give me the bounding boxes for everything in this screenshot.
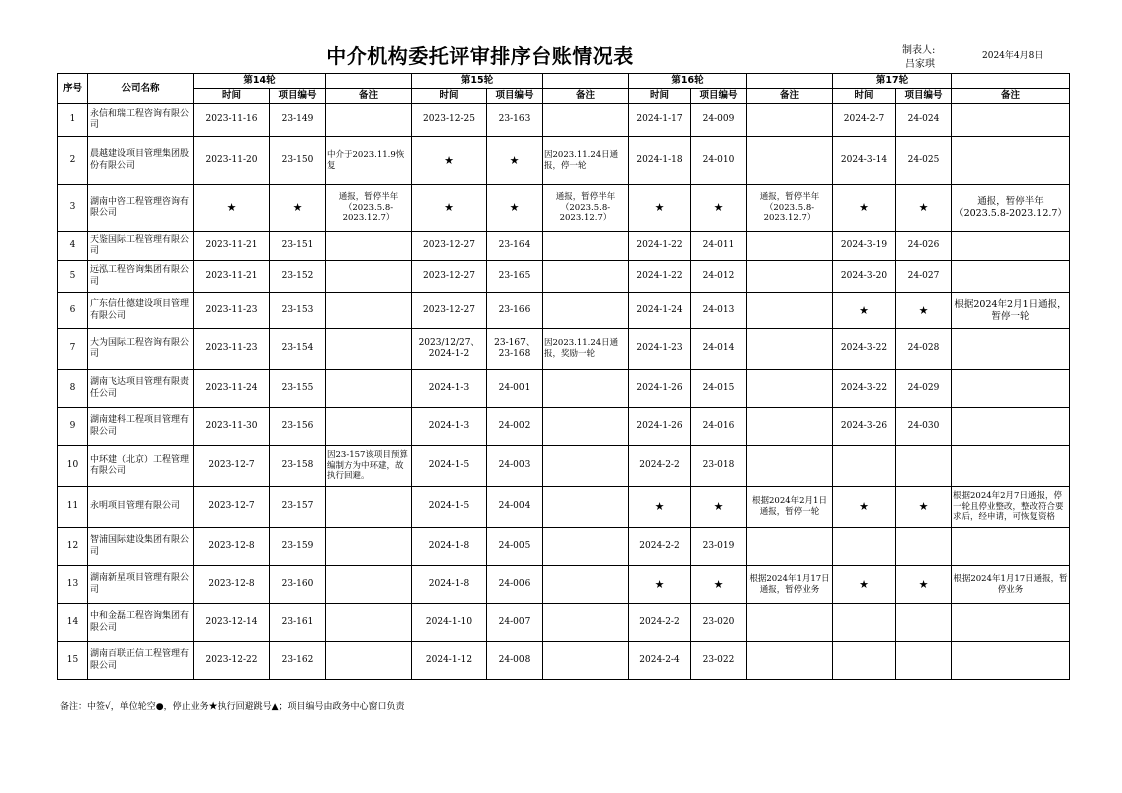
header-project-no: 项目编号 (270, 89, 326, 104)
cell-remark: 因2023.11.24日通报，奖励一轮 (543, 329, 629, 370)
cell-time: 2023-12-8 (194, 566, 270, 604)
cell-time: 2024-3-22 (833, 370, 896, 408)
cell-time: 2023-12-27 (412, 261, 487, 293)
cell-time: 2024-1-5 (412, 446, 487, 487)
cell-time: 2024-1-18 (629, 137, 691, 185)
cell-remark (952, 104, 1070, 137)
cell-project-no: 23-160 (270, 566, 326, 604)
table-row (58, 261, 1070, 293)
row-seq: 12 (58, 528, 88, 566)
cell-project-no: 23-167、23-168 (487, 329, 543, 370)
header-round-17: 第17轮 (833, 74, 952, 89)
preparer-label: 制表人: (902, 45, 936, 56)
header-remark: 备注 (326, 89, 412, 104)
cell-project-no: 23-166 (487, 293, 543, 329)
cell-project-no: 24-011 (691, 232, 747, 261)
row-company: 中环建（北京）工程管理有限公司 (88, 446, 194, 487)
cell-remark (747, 370, 833, 408)
row-company: 湖南中咨工程管理咨询有限公司 (88, 185, 194, 232)
cell-remark: 根据2024年2月1日通报，暂停一轮 (747, 487, 833, 528)
cell-remark (747, 604, 833, 642)
cell-remark (747, 137, 833, 185)
cell-time: ★ (833, 185, 896, 232)
row-seq: 7 (58, 329, 88, 370)
cell-project-no: 23-159 (270, 528, 326, 566)
cell-remark (747, 642, 833, 680)
row-company: 湖南建科工程项目管理有限公司 (88, 408, 194, 446)
cell-remark (952, 370, 1070, 408)
cell-project-no: 24-012 (691, 261, 747, 293)
header-project-no: 项目编号 (896, 89, 952, 104)
cell-time: 2024-1-22 (629, 232, 691, 261)
cell-remark (543, 528, 629, 566)
table-row (58, 137, 1070, 185)
cell-time: 2023-11-23 (194, 329, 270, 370)
row-seq: 9 (58, 408, 88, 446)
cell-project-no: 24-006 (487, 566, 543, 604)
cell-time: 2024-2-7 (833, 104, 896, 137)
cell-project-no: 24-008 (487, 642, 543, 680)
table-row (58, 528, 1070, 566)
cell-remark (326, 408, 412, 446)
cell-project-no: 24-028 (896, 329, 952, 370)
cell-remark (952, 642, 1070, 680)
cell-remark: 根据2024年2月1日通报，暂停一轮 (952, 293, 1070, 329)
cell-remark (747, 232, 833, 261)
cell-project-no: 24-030 (896, 408, 952, 446)
cell-time: 2024-1-22 (629, 261, 691, 293)
cell-remark (543, 104, 629, 137)
cell-project-no: 23-158 (270, 446, 326, 487)
cell-time: ★ (412, 185, 487, 232)
cell-remark (952, 408, 1070, 446)
cell-remark (747, 329, 833, 370)
cell-time: 2023-11-23 (194, 293, 270, 329)
cell-project-no: 23-150 (270, 137, 326, 185)
cell-remark: 通报，暂停半年（2023.5.8-2023.12.7） (326, 185, 412, 232)
cell-time: ★ (629, 566, 691, 604)
cell-time: 2024-1-10 (412, 604, 487, 642)
cell-project-no: 23-020 (691, 604, 747, 642)
cell-time: 2023-12-7 (194, 487, 270, 528)
cell-remark (543, 566, 629, 604)
header-time: 时间 (412, 89, 487, 104)
row-seq: 2 (58, 137, 88, 185)
cell-project-no: 24-026 (896, 232, 952, 261)
page-title: 中介机构委托评审排序台账情况表 (326, 44, 634, 68)
row-seq: 13 (58, 566, 88, 604)
ledger-body (58, 104, 1070, 680)
cell-remark: 因23-157该项目预算编制方为中环建，故执行回避。 (326, 446, 412, 487)
cell-remark (326, 370, 412, 408)
cell-project-no: 23-163 (487, 104, 543, 137)
cell-remark: 根据2024年1月17日通报，暂停业务 (747, 566, 833, 604)
cell-time: 2023-11-24 (194, 370, 270, 408)
cell-project-no: 23-157 (270, 487, 326, 528)
cell-project-no: 24-016 (691, 408, 747, 446)
cell-project-no: 23-154 (270, 329, 326, 370)
cell-project-no: 23-156 (270, 408, 326, 446)
table-row (58, 566, 1070, 604)
cell-project-no: 23-018 (691, 446, 747, 487)
cell-time: 2024-2-2 (629, 604, 691, 642)
cell-project-no: ★ (896, 293, 952, 329)
row-company: 永明项目管理有限公司 (88, 487, 194, 528)
cell-remark: 中介于2023.11.9恢复 (326, 137, 412, 185)
cell-time: 2023-12-7 (194, 446, 270, 487)
row-seq: 4 (58, 232, 88, 261)
cell-time: 2024-1-26 (629, 408, 691, 446)
row-company: 中和金磊工程咨询集团有限公司 (88, 604, 194, 642)
cell-remark (326, 232, 412, 261)
cell-time: 2023-12-8 (194, 528, 270, 566)
cell-time: 2023-12-14 (194, 604, 270, 642)
cell-project-no: ★ (487, 137, 543, 185)
header-round-14: 第14轮 (194, 74, 326, 89)
cell-remark (543, 446, 629, 487)
cell-time: 2023-12-27 (412, 232, 487, 261)
header-round-16: 第16轮 (629, 74, 747, 89)
cell-time (833, 528, 896, 566)
cell-time: 2024-1-12 (412, 642, 487, 680)
cell-time (833, 604, 896, 642)
cell-project-no: ★ (487, 185, 543, 232)
cell-time: 2023-11-21 (194, 261, 270, 293)
row-company: 晨越建设项目管理集团股份有限公司 (88, 137, 194, 185)
cell-remark (543, 232, 629, 261)
header-round-15-blank (543, 74, 629, 89)
cell-remark (747, 446, 833, 487)
cell-remark (952, 137, 1070, 185)
cell-project-no: 24-025 (896, 137, 952, 185)
table-row (58, 446, 1070, 487)
cell-project-no (896, 528, 952, 566)
cell-remark (952, 329, 1070, 370)
header-seq: 序号 (58, 74, 88, 104)
table-row (58, 370, 1070, 408)
cell-time: ★ (833, 566, 896, 604)
cell-time: 2023-11-16 (194, 104, 270, 137)
cell-project-no: 24-024 (896, 104, 952, 137)
cell-time: 2024-1-3 (412, 370, 487, 408)
footnote: 备注：中签√，单位轮空●，停止业务★执行回避跳号▲；项目编号由政务中心窗口负责 (60, 702, 405, 712)
cell-time: 2023/12/27、2024-1-2 (412, 329, 487, 370)
header-round-17-blank (952, 74, 1070, 89)
cell-project-no (896, 642, 952, 680)
cell-remark (747, 104, 833, 137)
cell-project-no: 23-153 (270, 293, 326, 329)
cell-remark (543, 370, 629, 408)
cell-project-no: 23-161 (270, 604, 326, 642)
cell-time: ★ (833, 293, 896, 329)
cell-project-no: ★ (896, 185, 952, 232)
report-date: 2024年4月8日 (982, 51, 1044, 61)
cell-project-no: 23-165 (487, 261, 543, 293)
cell-project-no: 23-022 (691, 642, 747, 680)
cell-remark (543, 261, 629, 293)
cell-remark (747, 261, 833, 293)
preparer-name: 吕家琪 (905, 59, 935, 70)
cell-time: 2023-11-30 (194, 408, 270, 446)
cell-project-no: 24-010 (691, 137, 747, 185)
cell-project-no: 24-002 (487, 408, 543, 446)
cell-project-no: 24-003 (487, 446, 543, 487)
cell-remark (326, 487, 412, 528)
cell-remark (326, 566, 412, 604)
header-remark: 备注 (543, 89, 629, 104)
cell-time: 2024-1-23 (629, 329, 691, 370)
cell-remark (543, 487, 629, 528)
cell-time: 2024-1-26 (629, 370, 691, 408)
cell-project-no: 24-014 (691, 329, 747, 370)
table-row (58, 642, 1070, 680)
cell-project-no: 24-004 (487, 487, 543, 528)
cell-time: 2023-12-27 (412, 293, 487, 329)
cell-remark (747, 528, 833, 566)
table-row (58, 232, 1070, 261)
cell-time: 2024-1-8 (412, 566, 487, 604)
header-time: 时间 (629, 89, 691, 104)
cell-time: 2023-11-20 (194, 137, 270, 185)
cell-project-no: ★ (691, 487, 747, 528)
cell-time: 2024-1-5 (412, 487, 487, 528)
cell-time: 2024-3-14 (833, 137, 896, 185)
cell-time: 2024-2-2 (629, 528, 691, 566)
cell-project-no: 23-149 (270, 104, 326, 137)
row-company: 智浦国际建设集团有限公司 (88, 528, 194, 566)
table-row (58, 104, 1070, 137)
row-company: 永信和瑞工程咨询有限公司 (88, 104, 194, 137)
cell-project-no: 24-013 (691, 293, 747, 329)
cell-project-no: 24-001 (487, 370, 543, 408)
cell-remark (326, 293, 412, 329)
cell-remark: 因2023.11.24日通报，停一轮 (543, 137, 629, 185)
cell-time (833, 446, 896, 487)
cell-remark (747, 408, 833, 446)
cell-remark (326, 104, 412, 137)
cell-time: 2024-3-22 (833, 329, 896, 370)
cell-remark: 根据2024年2月7日通报，停一轮且停业整改，整改符合要求后，经申请，可恢复资格 (952, 487, 1070, 528)
header-time: 时间 (194, 89, 270, 104)
cell-remark (543, 642, 629, 680)
cell-project-no: 23-019 (691, 528, 747, 566)
cell-project-no (896, 604, 952, 642)
row-company: 天鉴国际工程管理有限公司 (88, 232, 194, 261)
cell-time: 2024-1-17 (629, 104, 691, 137)
cell-remark (952, 604, 1070, 642)
cell-remark (326, 329, 412, 370)
cell-remark (952, 232, 1070, 261)
cell-time: 2024-2-4 (629, 642, 691, 680)
row-company: 湖南百联正信工程管理有限公司 (88, 642, 194, 680)
cell-time: 2023-12-25 (412, 104, 487, 137)
cell-project-no: 23-162 (270, 642, 326, 680)
header-project-no: 项目编号 (691, 89, 747, 104)
cell-remark (952, 261, 1070, 293)
row-company: 湖南飞达项目管理有限责任公司 (88, 370, 194, 408)
cell-remark (326, 528, 412, 566)
row-seq: 14 (58, 604, 88, 642)
cell-remark: 通报，暂停半年（2023.5.8-2023.12.7） (747, 185, 833, 232)
cell-project-no: ★ (270, 185, 326, 232)
header-company: 公司名称 (88, 74, 194, 104)
row-seq: 11 (58, 487, 88, 528)
cell-project-no: 24-029 (896, 370, 952, 408)
header-round-15: 第15轮 (412, 74, 543, 89)
cell-time: 2024-1-24 (629, 293, 691, 329)
header-round-14-blank (326, 74, 412, 89)
row-seq: 15 (58, 642, 88, 680)
cell-project-no: ★ (691, 185, 747, 232)
cell-project-no: 23-164 (487, 232, 543, 261)
cell-remark (952, 446, 1070, 487)
table-row (58, 185, 1070, 232)
row-company: 广东信仕德建设项目管理有限公司 (88, 293, 194, 329)
row-seq: 10 (58, 446, 88, 487)
cell-project-no: 24-009 (691, 104, 747, 137)
cell-remark (952, 528, 1070, 566)
header-remark: 备注 (747, 89, 833, 104)
cell-project-no: ★ (896, 487, 952, 528)
header-time: 时间 (833, 89, 896, 104)
cell-project-no: 24-007 (487, 604, 543, 642)
cell-project-no: 23-152 (270, 261, 326, 293)
row-company: 远泓工程咨询集团有限公司 (88, 261, 194, 293)
row-seq: 6 (58, 293, 88, 329)
header-project-no: 项目编号 (487, 89, 543, 104)
header-round-16-blank (747, 74, 833, 89)
cell-project-no: 24-005 (487, 528, 543, 566)
cell-time: 2024-3-20 (833, 261, 896, 293)
cell-time: ★ (833, 487, 896, 528)
cell-remark: 通报，暂停半年（2023.5.8-2023.12.7） (952, 185, 1070, 232)
row-seq: 8 (58, 370, 88, 408)
cell-project-no: ★ (691, 566, 747, 604)
cell-project-no: 23-155 (270, 370, 326, 408)
row-company: 湖南新星项目管理有限公司 (88, 566, 194, 604)
cell-project-no (896, 446, 952, 487)
cell-time: ★ (412, 137, 487, 185)
table-row (58, 604, 1070, 642)
cell-project-no: 24-015 (691, 370, 747, 408)
cell-project-no: 24-027 (896, 261, 952, 293)
cell-time: ★ (629, 185, 691, 232)
ledger-table (57, 73, 1070, 680)
row-seq: 1 (58, 104, 88, 137)
cell-remark (326, 604, 412, 642)
cell-remark (543, 408, 629, 446)
table-row (58, 293, 1070, 329)
row-company: 大为国际工程咨询有限公司 (88, 329, 194, 370)
cell-time: 2024-1-3 (412, 408, 487, 446)
cell-remark (543, 293, 629, 329)
cell-project-no: 23-151 (270, 232, 326, 261)
cell-remark: 根据2024年1月17日通报，暂停业务 (952, 566, 1070, 604)
cell-time: 2024-3-26 (833, 408, 896, 446)
cell-time (833, 642, 896, 680)
cell-time: ★ (194, 185, 270, 232)
cell-time: 2024-2-2 (629, 446, 691, 487)
cell-time: 2023-12-22 (194, 642, 270, 680)
row-seq: 3 (58, 185, 88, 232)
cell-remark (747, 293, 833, 329)
cell-time: 2023-11-21 (194, 232, 270, 261)
cell-time: ★ (629, 487, 691, 528)
cell-remark (543, 604, 629, 642)
cell-project-no: ★ (896, 566, 952, 604)
cell-remark: 通报，暂停半年（2023.5.8-2023.12.7） (543, 185, 629, 232)
cell-remark (326, 642, 412, 680)
cell-time: 2024-3-19 (833, 232, 896, 261)
table-row (58, 329, 1070, 370)
table-row (58, 408, 1070, 446)
cell-remark (326, 261, 412, 293)
cell-time: 2024-1-8 (412, 528, 487, 566)
header-remark: 备注 (952, 89, 1070, 104)
row-seq: 5 (58, 261, 88, 293)
table-row (58, 487, 1070, 528)
